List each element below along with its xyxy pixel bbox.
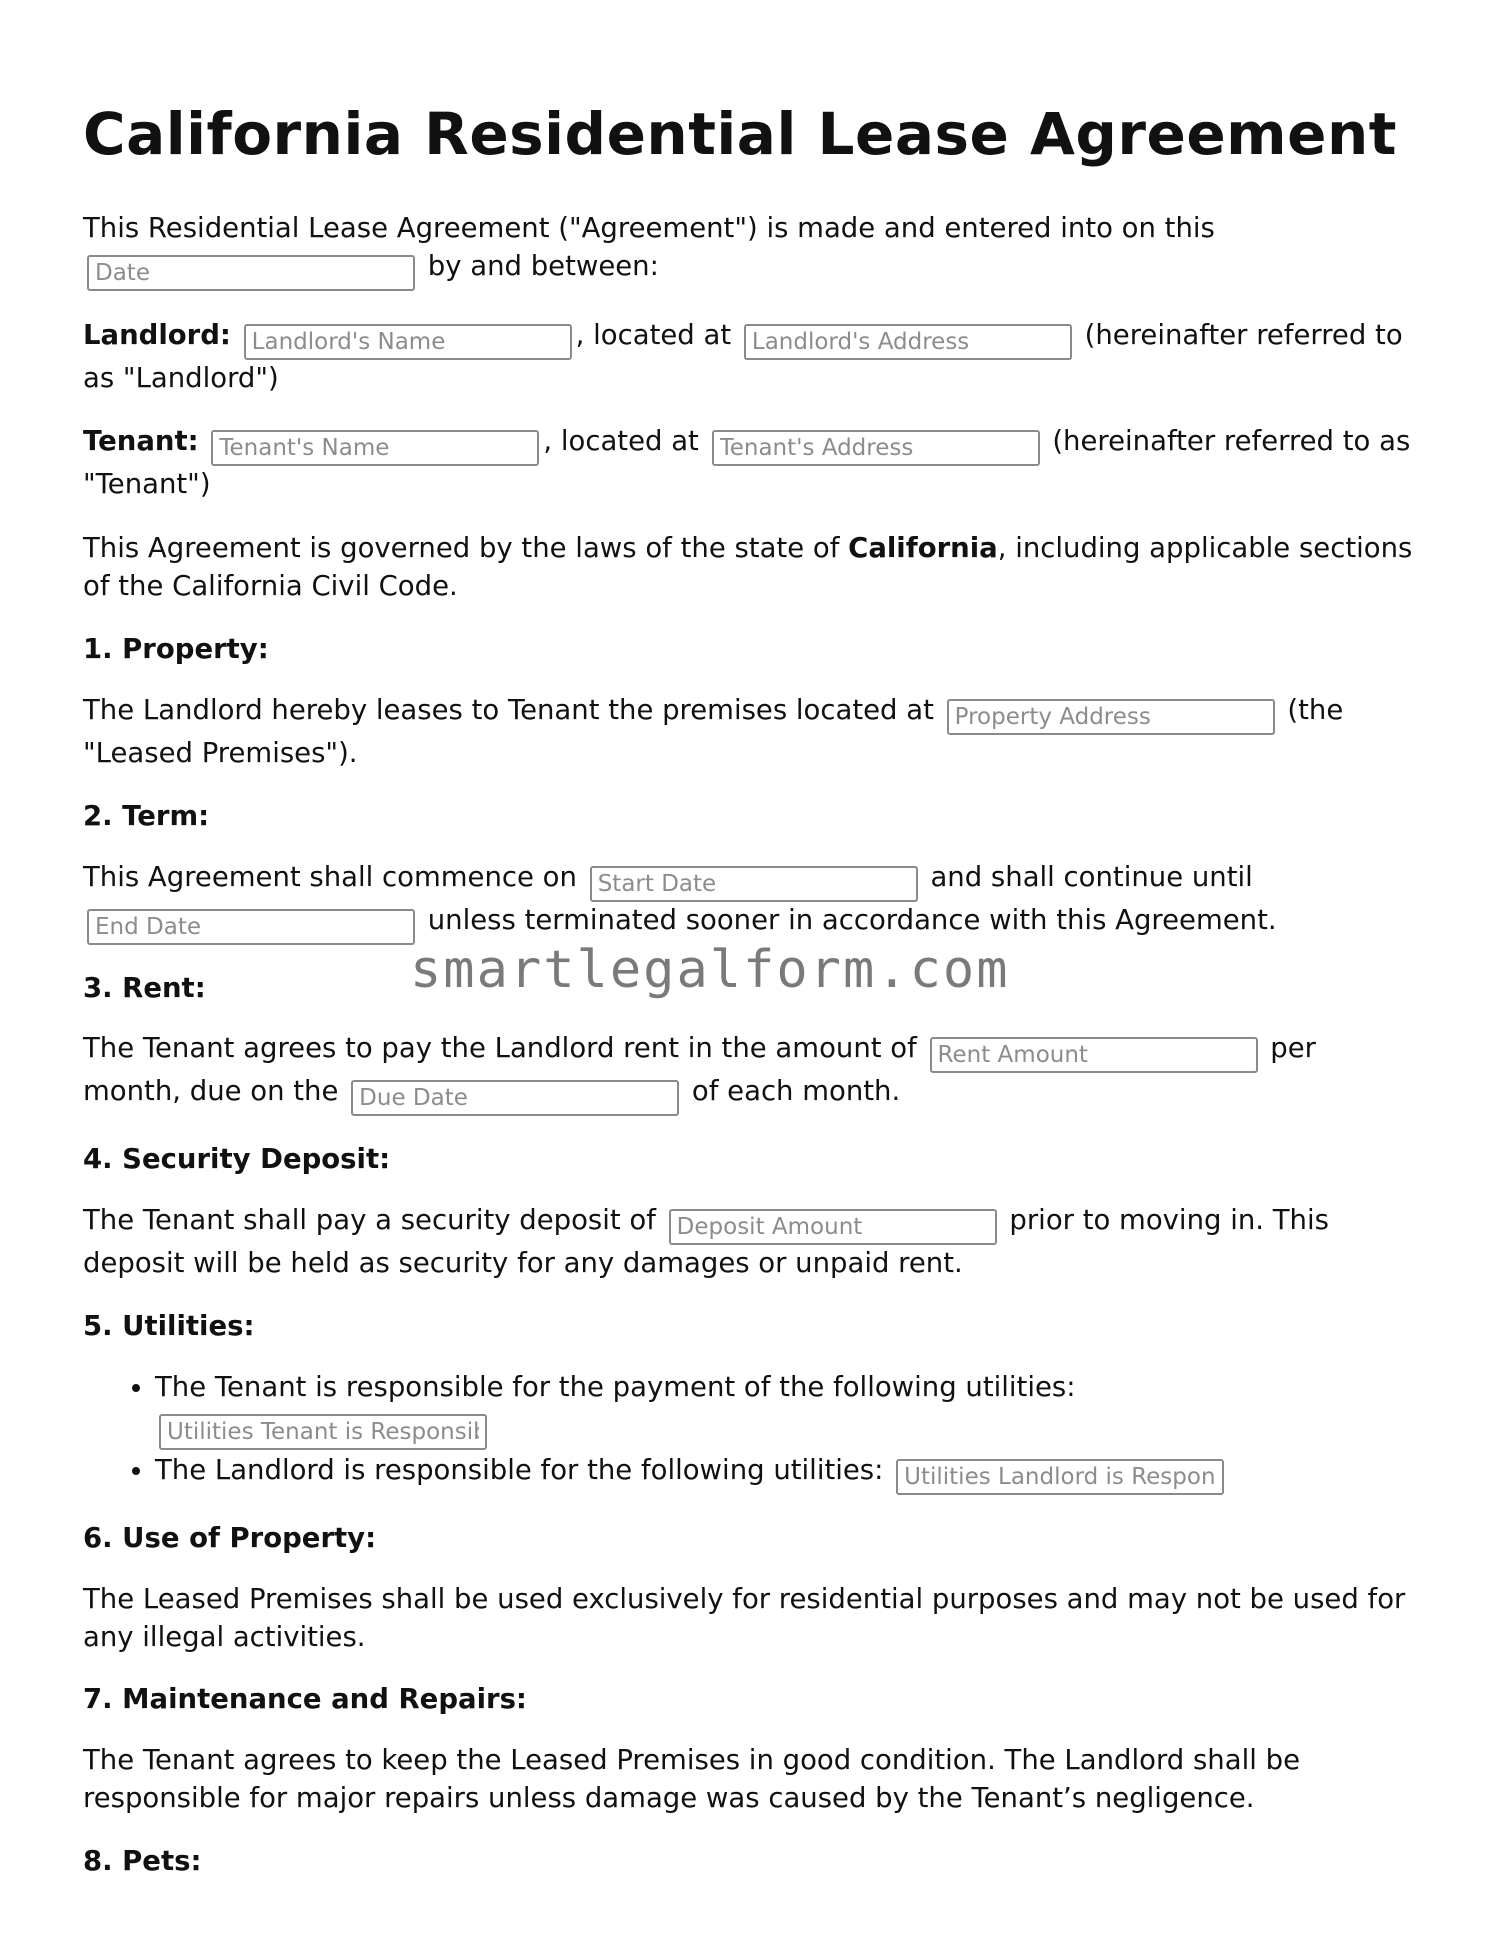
governing-paragraph <box>83 530 1413 606</box>
section-term-text <box>83 859 1413 945</box>
term-before-text: This Agreement shall commence on <box>83 860 577 893</box>
landlord-paragraph <box>83 317 1413 398</box>
tenant-address-field[interactable] <box>712 430 1040 466</box>
rent-amount-field[interactable] <box>930 1037 1258 1073</box>
governing-after-text: , including applicable sections of the California Civil Code. <box>83 532 1413 603</box>
tenant-located-text: , located at <box>543 425 699 458</box>
rent-middle-text: per month, due on the <box>83 1032 1316 1108</box>
intro-text: This Residential Lease Agreement ("Agreement") is made and entered into on this <box>83 211 1215 244</box>
term-after-text: unless terminated sooner in accordance with this Agreement. <box>427 903 1277 936</box>
section-pets-heading: 8. Pets: <box>83 1845 202 1878</box>
deposit-amount-field[interactable] <box>669 1209 997 1245</box>
utilities-landlord-field[interactable] <box>896 1459 1224 1495</box>
rent-before-text: The Tenant agrees to pay the Landlord rent in the amount of <box>83 1032 917 1065</box>
section-rent-heading: 3. Rent: <box>83 971 206 1004</box>
section-use-heading: 6. Use of Property: <box>83 1521 377 1554</box>
utilities-tenant-text: The Tenant is responsible for the payment of the following utilities: <box>155 1370 1076 1403</box>
due-date-field[interactable] <box>351 1080 679 1116</box>
tenant-label: Tenant: <box>83 425 199 458</box>
landlord-located-text: , located at <box>575 318 732 351</box>
intro-paragraph <box>83 210 1413 291</box>
landlord-address-field[interactable] <box>744 324 1072 360</box>
section-utilities-heading: 5. Utilities: <box>83 1310 255 1343</box>
governing-before-text: This Agreement is governed by the laws of the state of <box>83 532 840 565</box>
date-field[interactable] <box>87 255 415 291</box>
utilities-tenant-field[interactable] <box>159 1414 487 1450</box>
utilities-landlord-text: The Landlord is responsible for the following utilities: <box>155 1453 884 1486</box>
start-date-field[interactable] <box>590 866 918 902</box>
rent-after-text: of each month. <box>691 1075 901 1108</box>
section-property-heading: 1. Property: <box>83 633 269 666</box>
section-deposit-heading: 4. Security Deposit: <box>83 1143 391 1176</box>
tenant-name-field[interactable] <box>211 430 539 466</box>
property-address-field[interactable] <box>947 699 1275 735</box>
landlord-label: Landlord: <box>83 318 231 351</box>
end-date-field[interactable] <box>87 909 415 945</box>
section-property-text <box>83 692 1413 773</box>
tenant-paragraph <box>83 423 1413 504</box>
section-use-text: The Leased Premises shall be used exclusively for residential purposes and may not be used for any illegal activities. <box>83 1582 1406 1653</box>
landlord-name-field[interactable] <box>244 324 572 360</box>
lease-document <box>83 100 1413 1904</box>
document-title: California Residential Lease Agreement <box>83 100 1397 168</box>
section-maintenance-text: The Tenant agrees to keep the Leased Premises in good condition. The Landlord shall be responsible for major repairs unless damage was caused by the Tenant’s negligence. <box>83 1744 1300 1815</box>
watermark: smartlegalform.com <box>410 940 1010 1000</box>
section-maintenance-heading: 7. Maintenance and Repairs: <box>83 1683 527 1716</box>
list-item <box>155 1452 1413 1495</box>
section-deposit-text <box>83 1202 1413 1283</box>
section-rent-text <box>83 1030 1413 1116</box>
property-after-text: (the "Leased Premises"). <box>83 694 1344 770</box>
governing-state: California <box>848 532 998 565</box>
section-term-heading: 2. Term: <box>83 799 210 832</box>
deposit-after-text: prior to moving in. This deposit will be held as security for any damages or unpaid rent. <box>83 1204 1329 1280</box>
deposit-before-text: The Tenant shall pay a security deposit of <box>83 1204 656 1237</box>
tenant-suffix-text: (hereinafter referred to as "Tenant") <box>83 425 1411 501</box>
list-item <box>155 1369 1413 1450</box>
term-middle-text: and shall continue until <box>930 860 1253 893</box>
landlord-suffix-text: (hereinafter referred to as "Landlord") <box>83 318 1403 394</box>
intro-after-text: by and between: <box>427 249 659 282</box>
utilities-list <box>83 1369 1413 1495</box>
property-before-text: The Landlord hereby leases to Tenant the premises located at <box>83 694 934 727</box>
